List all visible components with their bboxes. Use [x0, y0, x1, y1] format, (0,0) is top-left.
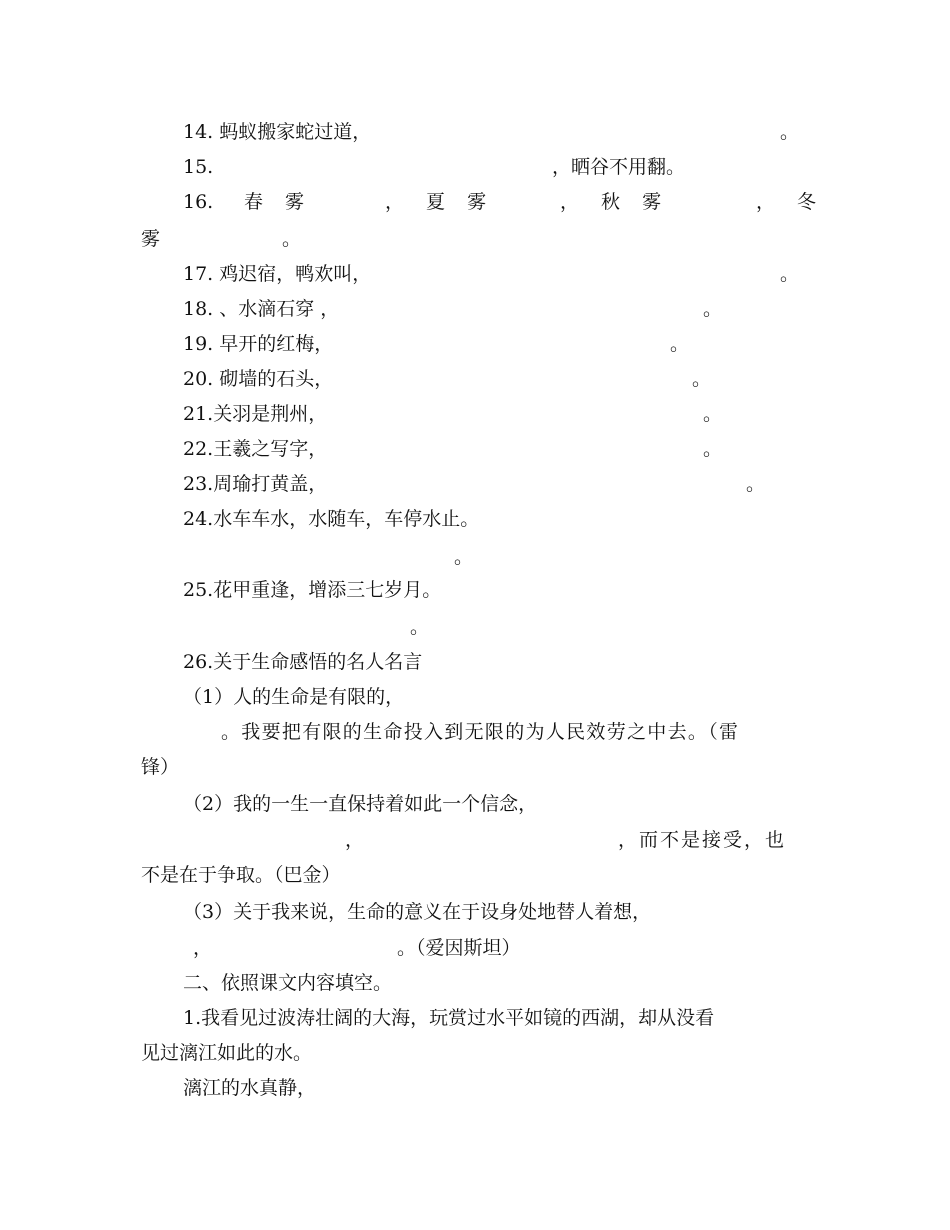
item-17: 17. 鸡迟宿，鸭欢叫，: [183, 263, 372, 285]
section-2-heading: 二、依照课文内容填空。: [183, 972, 393, 994]
item-14-end: 。: [780, 121, 800, 143]
quote-2-middle: ，而不是接受，也: [618, 829, 787, 851]
item-19: 19. 早开的红梅，: [183, 333, 334, 355]
item-16-summer: ， 夏 雾: [385, 191, 495, 213]
quote-1-author: 锋）: [141, 756, 180, 778]
quote-3-comma: ，: [193, 937, 213, 959]
item-24: 24.水车车水，水随车，车停水止。: [183, 508, 480, 530]
item-24-end: 。: [454, 546, 474, 568]
section-2-item-1-line-3: 漓江的水真静，: [183, 1077, 317, 1099]
item-16-number: 16.: [183, 191, 214, 213]
quote-2-author: 不是在于争取。（巴金）: [141, 864, 341, 886]
item-16-autumn: ， 秋 雾: [560, 191, 670, 213]
quote-3-start: （3）关于我来说，生命的意义在于设身处地替人着想，: [183, 901, 652, 923]
item-16-winter: ， 冬: [756, 191, 825, 213]
item-22: 22.王羲之写字，: [183, 438, 328, 460]
item-25: 25.花甲重逢，增添三七岁月。: [183, 579, 442, 601]
item-20-end: 。: [692, 368, 712, 390]
item-15-number: 15.: [183, 156, 214, 178]
item-21-end: 。: [703, 403, 723, 425]
item-23: 23.周瑜打黄盖，: [183, 473, 328, 495]
item-19-end: 。: [670, 333, 690, 355]
item-18-end: 。: [703, 298, 723, 320]
quote-2-comma: ，: [345, 829, 365, 851]
item-20: 20. 砌墙的石头，: [183, 368, 334, 390]
quote-2-start: （2）我的一生一直保持着如此一个信念，: [183, 793, 538, 815]
item-25-end: 。: [410, 616, 430, 638]
item-14: 14. 蚂蚁搬家蛇过道，: [183, 121, 372, 143]
item-22-end: 。: [703, 438, 723, 460]
item-16-end: 。: [282, 228, 302, 250]
section-2-item-1-line-2: 见过漓江如此的水。: [141, 1042, 313, 1064]
item-18: 18. 、水滴石穿 ，: [183, 298, 340, 320]
quote-3-author: 。（爱因斯坦）: [397, 937, 521, 959]
item-26-heading: 26.关于生命感悟的名人名言: [183, 651, 423, 673]
item-21: 21.关羽是荆州，: [183, 403, 328, 425]
item-16-fog: 雾: [141, 228, 161, 250]
item-17-end: 。: [780, 263, 800, 285]
item-23-end: 。: [746, 473, 766, 495]
quote-1-middle: 。我要把有限的生命投入到无限的为人民效劳之中去。（雷: [221, 721, 740, 743]
item-16-spring: 春 雾: [244, 191, 313, 213]
quote-1-start: （1）人的生命是有限的，: [183, 686, 405, 708]
item-15-text: ，晒谷不用翻。: [552, 156, 686, 178]
section-2-item-1-line-1: 1.我看见过波涛壮阔的大海，玩赏过水平如镜的西湖，却从没看: [183, 1007, 715, 1029]
